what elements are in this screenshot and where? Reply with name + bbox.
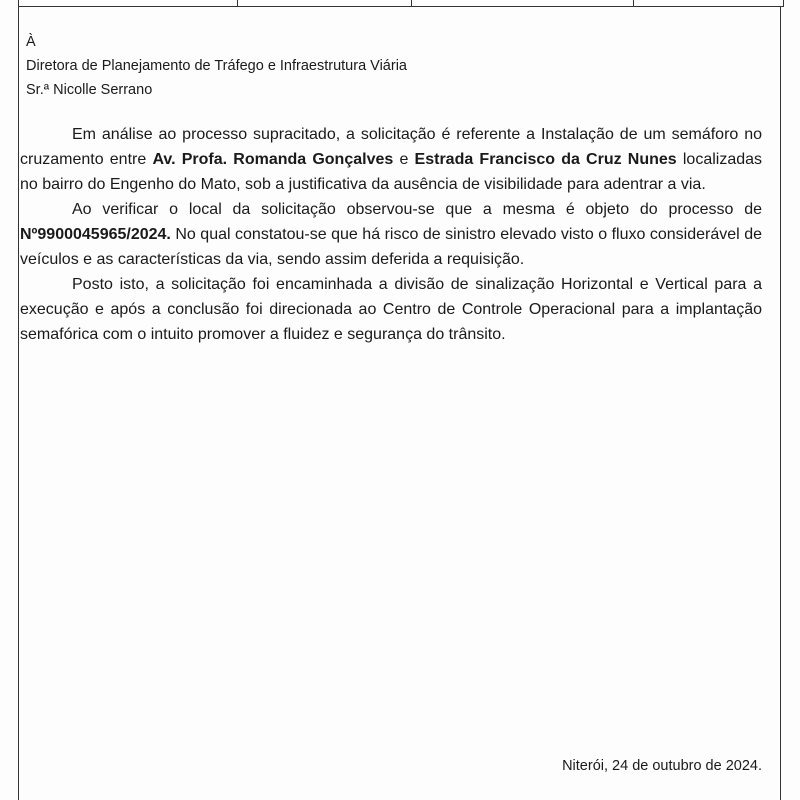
paragraph-3-text: Posto isto, a solicitação foi encaminhada a divisão de sinalização Horizontal e Vertical para a execução e após a conclusão foi direcionada ao Centro de Controle Operacional para a implantação semafórica com o intuito promover a fluidez e segurança do trânsito. [20,276,762,343]
paragraph-1 [20,122,762,197]
paragraph-3 [20,272,762,347]
addressee-to: À [26,34,36,50]
page-border-right [780,6,781,800]
paragraph-1-text: e [393,151,415,168]
addressee-block [26,30,407,102]
place-date: Niterói, 24 de outubro de 2024. [562,758,762,774]
table-divider [411,0,412,6]
page-border-left [18,6,19,800]
paragraph-1-text: Em análise ao processo supracitado, a solicitação é referente a Instalação de um semáforo no cruzamento entre [20,126,762,168]
table-divider [237,0,238,6]
recipient-title: Diretora de Planejamento de Tráfego e Infraestrutura Viária [26,58,407,74]
paragraph-2-text: No qual constatou-se que há risco de sinistro elevado visto o fluxo considerável de veículos e as características da via, sendo assim deferida a requisição. [20,226,762,268]
top-table-fragment [18,0,784,7]
process-number: Nº9900045965/2024. [20,226,171,243]
street-name-2: Estrada Francisco da Cruz Nunes [414,151,677,168]
recipient-name: Sr.ª Nicolle Serrano [26,82,153,98]
table-divider [633,0,634,6]
paragraph-2-text: Ao verificar o local da solicitação observou-se que a mesma é objeto do processo de [72,201,762,218]
paragraph-1-text: localizadas no bairro do Engenho do Mato, sob a justificativa da ausência de visibilidade para adentrar a via. [20,151,763,193]
paragraph-2 [20,197,762,272]
letter-body [20,122,762,347]
street-name-1: Av. Profa. Romanda Gonçalves [152,151,394,168]
